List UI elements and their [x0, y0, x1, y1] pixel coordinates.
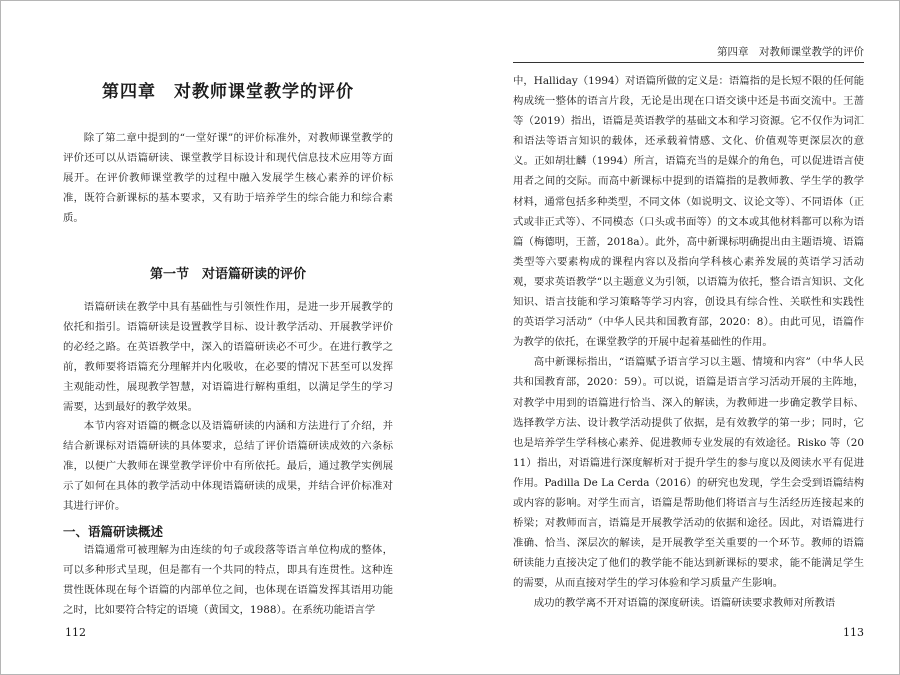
right-page-text: [513, 71, 864, 614]
right-page: [451, 1, 899, 674]
paragraph: 语篇研读在教学中具有基础性与引领性作用，是进一步开展教学的依托和指引。语篇研读是设置教学目标、设计教学活动、开展教学评价的必经之路。在英语教学中，深入的语篇研读必不可少。在进行教学之前，教师要将语篇充分理解并内化吸收，在必要的情况下甚至可以发挥主观能动性，展现教学智慧，对语篇进行解构重组，以满足学生的学习需要，达到最好的教学效果。: [63, 301, 393, 413]
subsection-text: [63, 541, 393, 621]
paragraph: 本节内容对语篇的概念以及语篇研读的内涵和方法进行了介绍，并结合新课标对语篇研读的具体要求，总结了评价语篇研读成效的六条标准，以便广大教师在课堂教学评价中有所依托。最后，通过教学实例展示了如何在具体的教学活动中体现语篇研读的成果，并结合评价标准对其进行评价。: [63, 420, 393, 513]
intro-text: [63, 129, 393, 229]
paragraph: 中，Halliday（1994）对语篇所做的定义是：语篇指的是长短不限的任何能构成统一整体的语言片段，无论是出现在口语交谈中还是书面交流中。王蔷等（2019）指出，语篇是英语教学的基础文本和学习资源。它不仅作为词汇和语法等语言知识的载体，还承载着情感、文化、价值观等更深层次的意义。正如胡壮麟（1994）所言，语篇充当的是媒介的角色，可以促进语言使用者之间的交际。而高中新课标中提到的语篇指的是教师教、学生学的教学材料，通常包括多种类型，不同文体（如说明文、议论文等）、不同语体（正式或非正式等）、不同模态（口头或书面等）的文本或其他材料都可以称为语篇（梅德明，王蔷，2018a）。此外，高中新课标明确提出由主题语境、语篇类型等六要素构成的课程内容以及指向学科核心素养发展的英语学习活动观，要求英语教学“以主题意义为引领，以语篇为依托，整合语言知识、文化知识、语言技能和学习策略等学习内容，创设具有综合性、关联性和实践性的英语学习活动”（中华人民共和国教育部，2020：8）。由此可见，语篇作为教学的依托，在课堂教学的开展中起着基础性的作用。: [513, 75, 864, 349]
paragraph: 语篇通常可被理解为由连续的句子或段落等语言单位构成的整体，可以多种形式呈现，但是都有一个共同的特点，即具有连贯性。这种连贯性既体现在每个语篇的内部单位之间，也体现在语篇发挥其语用功能之时，比如要符合特定的语境（黄国文，1988）。在系统功能语言学: [63, 544, 393, 616]
intro-paragraph: 除了第二章中提到的“一堂好课”的评价标准外，对教师课堂教学的评价还可以从语篇研读、课堂教学目标设计和现代信息技术应用等方面展开。在评价教师课堂教学的过程中融入发展学生核心素养的评价标准，既符合新课标的基本要求，又有助于培养学生的综合能力和综合素质。: [63, 132, 393, 224]
running-header: 第四章 对教师课堂教学的评价: [513, 44, 864, 63]
section-title: 第一节 对语篇研读的评价: [149, 267, 306, 282]
subheading: 一、语篇研读概述: [63, 524, 164, 539]
page-number: 112: [65, 626, 86, 639]
left-page: [1, 1, 451, 674]
section-text: [63, 298, 393, 517]
paragraph: 高中新课标指出，“语篇赋予语言学习以主题、情境和内容”（中华人民共和国教育部，2020：59）。可以说，语篇是语言学习活动开展的主阵地，对教学中用到的语篇进行恰当、深入的解读，为教师进一步确定教学目标、选择教学方法、设计教学活动提供了依据，是有效教学的第一步；同时，它也是培养学生学科核心素养、促进教师专业发展的有效途径。Risko 等（2011）指出，对语篇进行深度解析对于提升学生的参与度以及阅读水平有促进作用。Padilla De La Cerda（2016）的研究也发现，学生会受到语篇结构或内容的影响。对学生而言，语篇是帮助他们将语言与生活经历连接起来的桥梁；对教师而言，语篇是开展教学活动的依据和途径。因此，对语篇进行准确、恰当、深层次的解读，是开展教学至关重要的一个环节。教师的语篇研读能力直接决定了他们的教学能不能达到新课标的要求，能不能满足学生的需要，从而直接对学生的学习体验和学习质量产生影响。: [513, 356, 864, 590]
page-number: 113: [843, 626, 864, 639]
chapter-title: 第四章 对教师课堂教学的评价: [102, 82, 354, 102]
paragraph: 成功的教学离不开对语篇的深度研读。语篇研读要求教师对所教语: [533, 597, 836, 610]
